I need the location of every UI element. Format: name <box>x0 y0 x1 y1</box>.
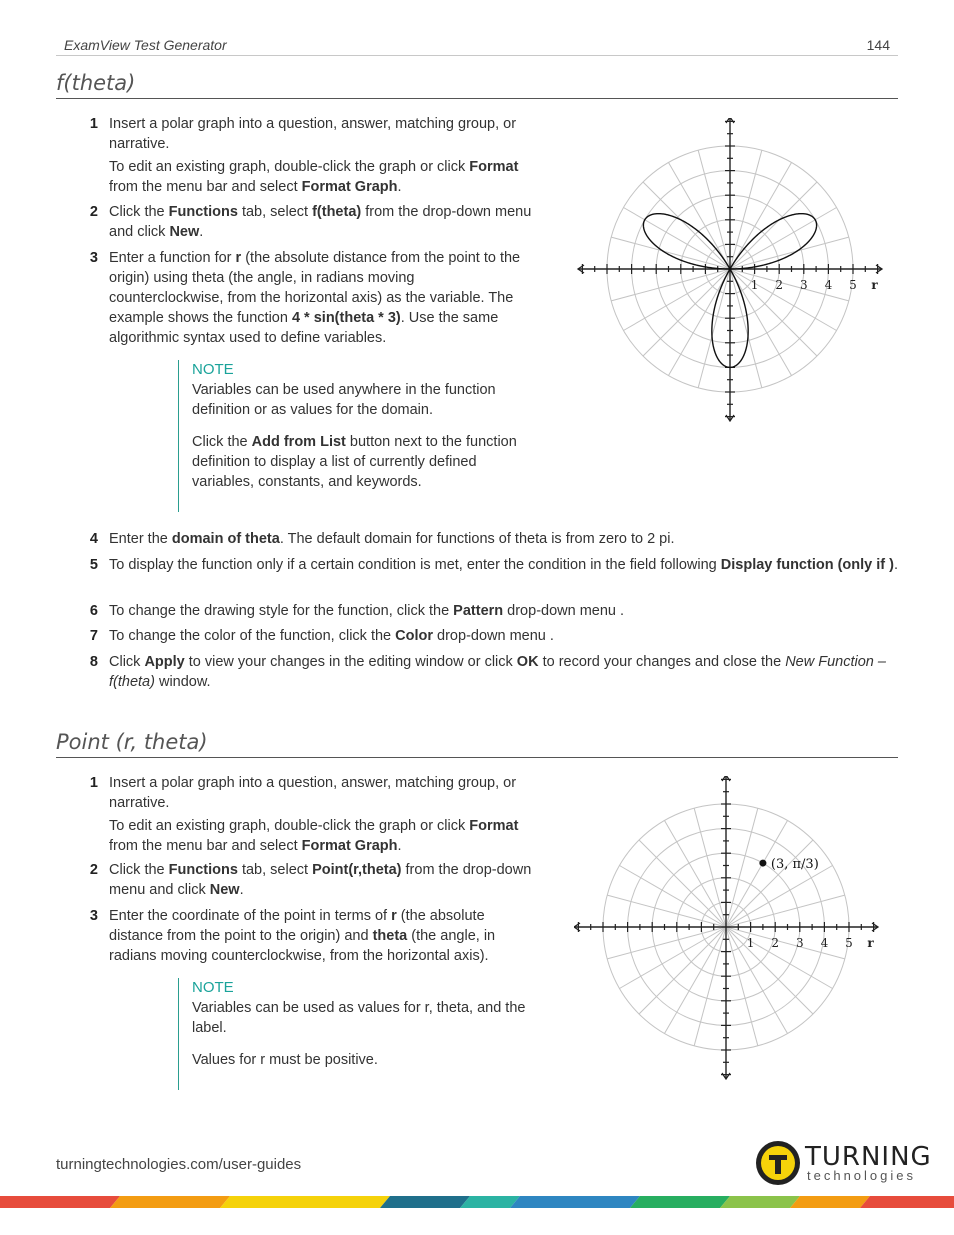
step-number: 2 <box>89 862 98 878</box>
bold-term: Apply <box>144 654 185 670</box>
page-number: 144 <box>866 37 890 53</box>
paragraph: To change the color of the function, click the Color drop-down menu . <box>109 628 554 644</box>
grid-ray <box>730 162 792 269</box>
polar-grid <box>574 776 878 1079</box>
point-label: (3, π/3) <box>770 857 819 873</box>
grid-ray <box>726 808 758 927</box>
bold-term: theta <box>372 928 408 944</box>
step-number: 1 <box>89 775 98 791</box>
polar-grid <box>578 118 882 421</box>
grid-ray <box>619 866 726 928</box>
bold-term: Point(r,theta) <box>312 862 402 878</box>
axis-tick-label: 5 <box>845 936 853 950</box>
step-number: 3 <box>89 908 98 924</box>
grid-ray <box>698 269 730 388</box>
section-title-ftheta: f(theta) <box>56 70 898 99</box>
paragraph: Variables can be used anywhere in the function definition or as values for the domain. <box>192 382 496 418</box>
grid-ray <box>669 162 731 269</box>
grid-ray <box>730 269 837 331</box>
note-ftheta <box>178 360 528 512</box>
grid-ray <box>611 269 730 301</box>
bold-term: New <box>209 882 240 898</box>
paragraph: Click the Functions tab, select Point(r,theta) from the drop-down menu and click New. <box>109 862 532 898</box>
grid-ray <box>730 237 849 269</box>
page-header <box>56 36 898 56</box>
bold-term: OK <box>516 654 539 670</box>
step-text <box>109 906 532 969</box>
r-axis-label: r <box>871 278 878 292</box>
grid-ray <box>726 866 833 928</box>
r-axis-label: r <box>867 936 874 950</box>
axis-tick-label: 3 <box>799 278 808 292</box>
polar-graph-point <box>574 776 886 1080</box>
paragraph: Click the Functions tab, select f(theta) from the drop-down menu and click New. <box>109 204 532 240</box>
axis-tick-label: 4 <box>824 278 833 292</box>
grid-ray <box>730 150 762 269</box>
grid-ray <box>694 808 726 927</box>
document-title: ExamView Test Generator <box>64 37 227 53</box>
step-text <box>109 248 532 351</box>
paragraph: Enter a function for r (the absolute distance from the point to the origin) using theta (the angle, in radians moving counterclockwise, from the horizontal axis) as the variable. The example shows the function 4 * sin(theta * 3). Use the same algorithmic syntax used to define variables. <box>109 250 521 346</box>
step-number: 3 <box>89 250 98 266</box>
paragraph: Insert a polar graph into a question, answer, matching group, or narrative. <box>109 775 517 811</box>
bold-term: Functions <box>168 204 238 220</box>
grid-ray <box>726 927 833 989</box>
grid-ray <box>607 927 726 959</box>
bold-term: Format Graph <box>301 838 398 854</box>
bold-term: r <box>391 908 397 924</box>
grid-ray <box>665 927 727 1034</box>
bold-term: Color <box>395 628 434 644</box>
step-number: 6 <box>89 603 98 619</box>
step-text <box>109 652 900 695</box>
section-title-point: Point (r, theta) <box>56 729 898 758</box>
polar-graph-ftheta <box>574 118 886 422</box>
logo-word: TURNING <box>805 1142 932 1172</box>
step-number: 5 <box>89 557 98 573</box>
step-number: 4 <box>89 531 98 547</box>
axis-tick-label: 1 <box>746 936 755 950</box>
grid-ray <box>639 927 726 1014</box>
turning-logo-icon <box>756 1141 800 1185</box>
grid-ray <box>726 895 845 927</box>
bold-term: Functions <box>168 862 238 878</box>
bold-term: r <box>235 250 242 266</box>
step-text <box>109 529 900 552</box>
paragraph: Variables can be used as values for r, theta, and the label. <box>192 1000 526 1036</box>
step-number: 8 <box>89 654 98 670</box>
axis-tick-label: 5 <box>849 278 857 292</box>
paragraph: Click the Add from List button next to the function definition to display a list of currently defined variables, constants, and keywords. <box>192 434 517 490</box>
axis-tick-label: 1 <box>750 278 759 292</box>
bold-term: 4 * sin(theta * 3) <box>291 310 401 326</box>
footer-color-bar <box>0 1196 954 1208</box>
step-text <box>109 626 900 649</box>
bold-term: Add from List <box>251 434 346 450</box>
paragraph: To edit an existing graph, double-click the graph or click Format from the menu bar and select Format Graph. <box>109 159 519 195</box>
grid-ray <box>623 269 730 331</box>
paragraph: To change the drawing style for the function, click the Pattern drop-down menu . <box>109 603 625 619</box>
step-text <box>109 202 532 245</box>
step-text <box>109 114 532 200</box>
paragraph: Enter the domain of theta. The default domain for functions of theta is from zero to 2 pi. <box>109 531 675 547</box>
bold-term: Format <box>469 818 519 834</box>
grid-ray <box>643 182 730 269</box>
grid-ray <box>694 927 726 1046</box>
bold-term: domain of theta <box>171 531 280 547</box>
grid-ray <box>698 150 730 269</box>
grid-ray <box>623 208 730 270</box>
paragraph: To display the function only if a certain condition is met, enter the condition in the field following Display function (only if ). <box>109 557 899 573</box>
grid-ray <box>730 182 817 269</box>
bold-term: Pattern <box>453 603 504 619</box>
axis-tick-label: 2 <box>771 936 780 950</box>
axis-tick-label: 3 <box>795 936 804 950</box>
bold-term: Format <box>469 159 519 175</box>
plotted-point <box>759 860 766 867</box>
paragraph: To edit an existing graph, double-click the graph or click Format from the menu bar and select Format Graph. <box>109 818 519 854</box>
step-number: 2 <box>89 204 98 220</box>
note-label: NOTE <box>192 979 234 996</box>
step-text <box>109 555 900 578</box>
turning-logo <box>756 1140 932 1188</box>
step-number: 1 <box>89 116 98 132</box>
grid-ray <box>639 840 726 927</box>
note-point <box>178 978 528 1090</box>
step-text <box>109 773 532 859</box>
grid-ray <box>669 269 731 376</box>
paragraph: Values for r must be positive. <box>192 1052 378 1068</box>
grid-ray <box>611 237 730 269</box>
axis-tick-label: 2 <box>775 278 784 292</box>
step-text <box>109 601 900 624</box>
grid-ray <box>726 840 813 927</box>
grid-ray <box>730 208 837 270</box>
footer-url[interactable]: turningtechnologies.com/user-guides <box>56 1156 302 1173</box>
bold-term: Format Graph <box>301 179 398 195</box>
italic-term: New Function – f(theta) <box>109 654 886 690</box>
note-label: NOTE <box>192 361 234 378</box>
grid-ray <box>619 927 726 989</box>
bold-term: Display function (only if ) <box>720 557 894 573</box>
paragraph: Enter the coordinate of the point in terms of r (the absolute distance from the point to the origin) and theta (the angle, in radians moving counterclockwise, from the horizontal axis). <box>109 908 496 964</box>
logo-subword: technologies <box>807 1168 916 1183</box>
bold-term: f(theta) <box>312 204 362 220</box>
step-number: 7 <box>89 628 98 644</box>
paragraph: Click Apply to view your changes in the editing window or click OK to record your changes and close the New Function – f(theta) window. <box>109 654 886 690</box>
bold-term: New <box>169 224 200 240</box>
paragraph: Insert a polar graph into a question, answer, matching group, or narrative. <box>109 116 517 152</box>
grid-ray <box>665 820 727 927</box>
step-text <box>109 860 532 903</box>
grid-ray <box>726 820 788 927</box>
grid-ray <box>607 895 726 927</box>
grid-ray <box>643 269 730 356</box>
axis-tick-label: 4 <box>820 936 829 950</box>
